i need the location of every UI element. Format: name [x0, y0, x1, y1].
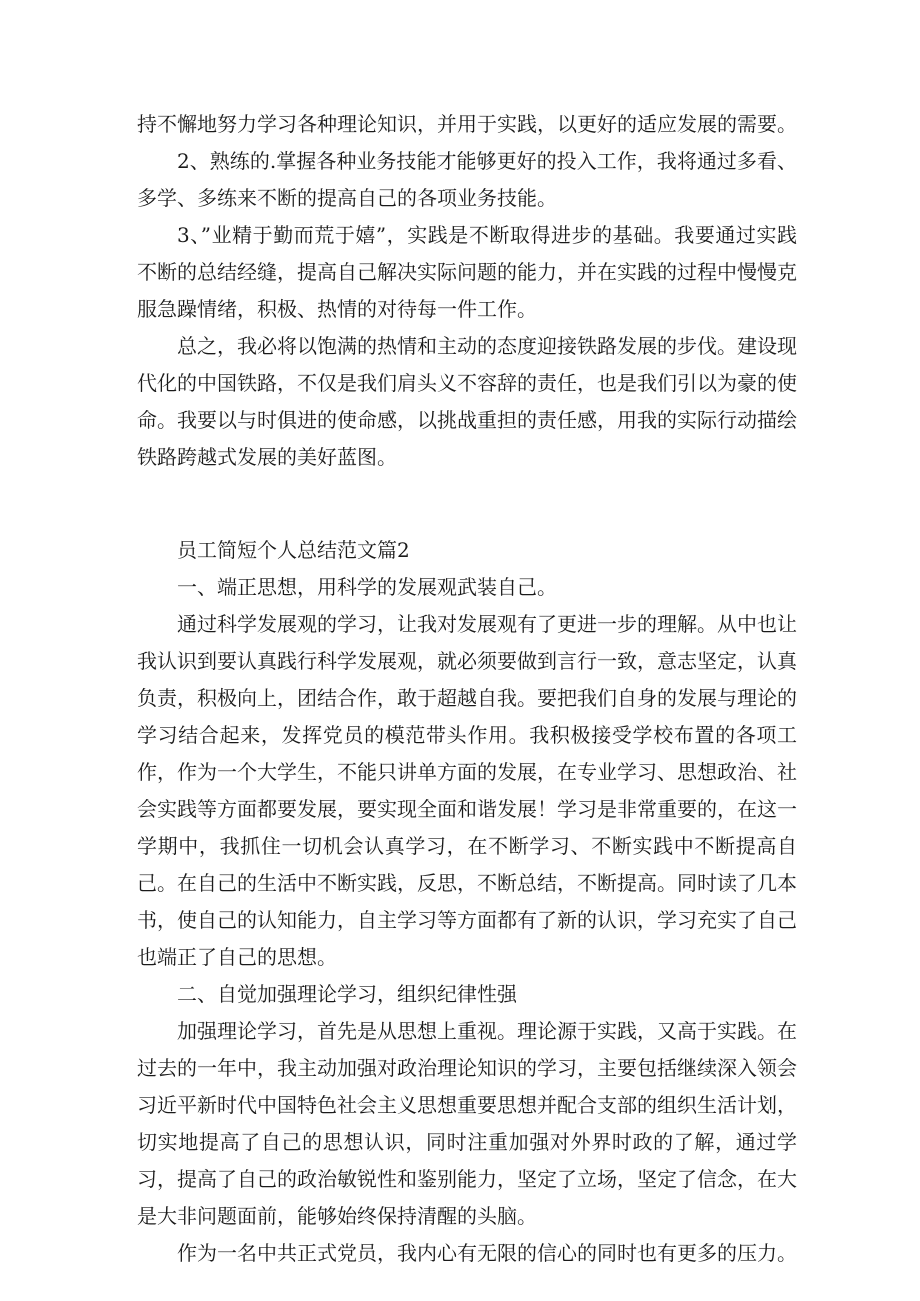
paragraph-body-2: 加强理论学习，首先是从思想上重视。理论源于实践，又高于实践。在过去的一年中，我主动加强对政治理论知识的学习，主要包括继续深入领会习近平新时代中国特色社会主义思想重要思想并配合支部的组织生活计划，切实地提高了自己的思想认识，同时注重加强对外界时政的了解，通过学习，提高了自己的政治敏锐性和鉴别能力，坚定了立场，坚定了信念，在大是大非问题面前，能够始终保持清醒的头脑。: [137, 1019, 797, 1228]
section-spacer: [137, 476, 797, 532]
subheading-1: 一、端正思想，用科学的发展观武装自己。: [177, 575, 557, 599]
paragraph-item-3: 3、”业精于勤而荒于嬉”，实践是不断取得进步的基础。我要通过实践不断的总结经缝，提高自己解决实际问题的能力，并在实践的过程中慢慢克服急躁情绪，积极、热情的对待每一件工作。: [137, 223, 797, 321]
paragraph-item-2: 2、熟练的.掌握各种业务技能才能够更好的投入工作，我将通过多看、多学、多练来不断的提高自己的各项业务技能。: [137, 149, 797, 210]
paragraph-continuation: 持不懈地努力学习各种理论知识，并用于实践，以更好的适应发展的需要。: [137, 112, 797, 136]
paragraph-body-3: 作为一名中共正式党员，我内心有无限的信心的同时也有更多的压力。: [177, 1241, 797, 1265]
section-title: 员工简短个人总结范文篇2: [177, 538, 410, 562]
paragraph-body-1: 通过科学发展观的学习，让我对发展观有了更进一步的理解。从中也让我认识到要认真践行科学发展观，就必须要做到言行一致，意志坚定，认真负责，积极向上，团结合作，敢于超越自我。要把我们自身的发展与理论的学习结合起来，发挥党员的模范带头作用。我积极接受学校布置的各项工作，作为一个大学生，不能只讲单方面的发展，在专业学习、思想政治、社会实践等方面都要发展，要实现全面和谐发展！学习是非常重要的，在这一学期中，我抓住一切机会认真学习，在不断学习、不断实践中不断提高自己。在自己的生活中不断实践，反思，不断总结，不断提高。同时读了几本书，使自己的认知能力，自主学习等方面都有了新的认识，学习充实了自己也端正了自己的思想。: [137, 612, 797, 969]
paragraph-conclusion: 总之，我必将以饱满的热情和主动的态度迎接铁路发展的步伐。建设现代化的中国铁路，不仅是我们肩头义不容辞的责任，也是我们引以为豪的使命。我要以与时俱进的使命感，以挑战重担的责任感，用我的实际行动描绘铁路跨越式发展的美好蓝图。: [137, 334, 797, 469]
subheading-2: 二、自觉加强理论学习，组织纪律性强: [177, 982, 517, 1006]
document-body: [137, 106, 797, 1272]
